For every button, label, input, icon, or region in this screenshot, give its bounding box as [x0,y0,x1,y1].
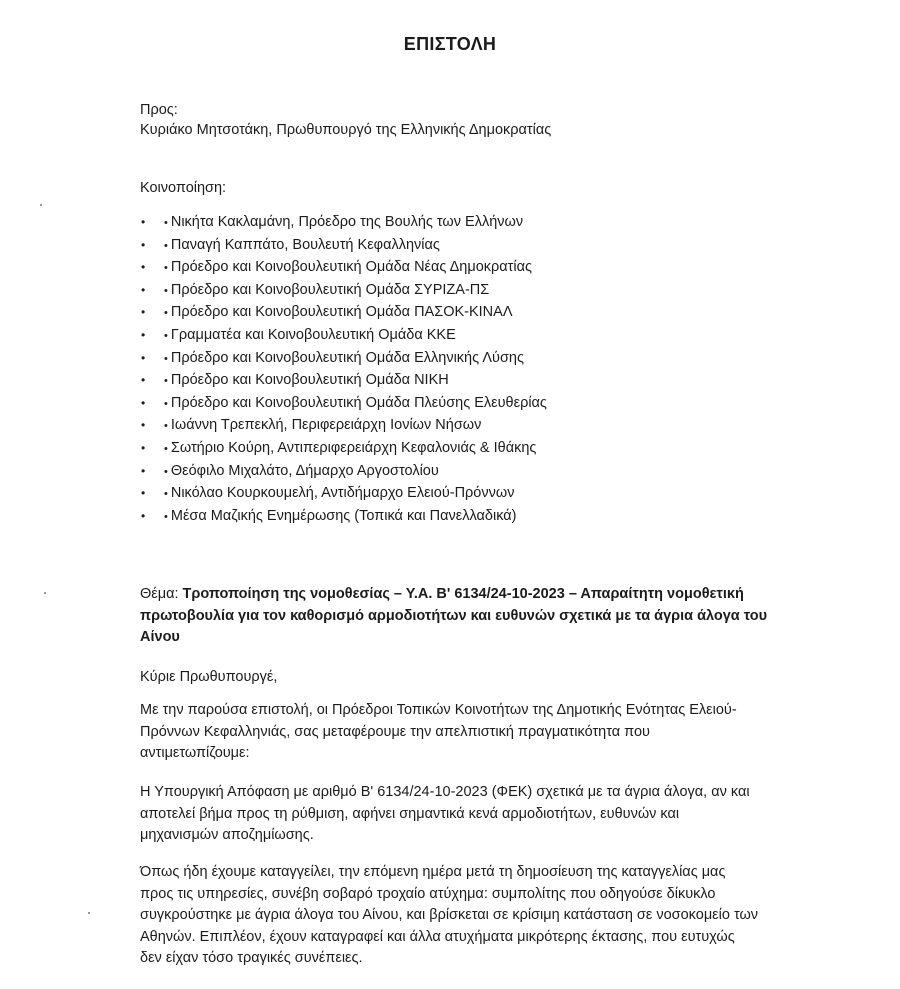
cc-list [140,211,547,527]
cc-item-text: Πρόεδρο και Κοινοβουλευτική Ομάδα Πλεύσης Ελευθερίας [170,394,547,411]
recipient-label: Προς: [140,102,178,118]
cc-list-item [140,256,547,279]
recipient-value: Κυριάκο Μητσοτάκη, Πρωθυπουργό της Ελληνικής Δημοκρατίας [140,122,552,138]
cc-list-item [140,505,547,528]
cc-item-text: Πρόεδρο και Κοινοβουλευτική Ομάδα Νέας Δημοκρατίας [170,259,532,276]
cc-list-item [140,460,547,483]
paragraph-2: Η Υπουργική Απόφαση με αριθμό Β' 6134/24-10-2023 (ΦΕΚ) σχετικά με τα άγρια άλογα, αν και αποτελεί βήμα προς τη ρύθμιση, αφήνει σημαντικά κενά αρμοδιοτήτων, ευθυνών και μηχανισμών αποζημίωσης. [140,784,750,843]
cc-label: Κοινοποίηση: [140,180,227,196]
subject-text: Τροποποίηση της νομοθεσίας – Υ.Α. Β' 6134/24-10-2023 – Απαραίτητη νομοθετική πρωτοβουλία για τον καθορισμό αρμοδιοτήτων και ευθυνών σχετικά με τα άγρια άλογα του Αίνου [140,586,768,645]
cc-item-text: Πρόεδρο και Κοινοβουλευτική Ομάδα ΠΑΣΟΚ-ΚΙΝΑΛ [170,304,513,321]
cc-list-item [140,437,547,460]
scan-speck [88,912,90,914]
scan-speck [44,592,46,594]
bullet-icon: • [141,237,146,252]
inner-bullet: • [164,488,168,501]
bullet-icon: • [141,440,146,455]
cc-list-item [140,414,547,437]
bullet-icon: • [141,282,146,297]
cc-item-text: Νικήτα Κακλαμάνη, Πρόεδρο της Βουλής των Ελλήνων [170,214,524,230]
inner-bullet-icon: • [164,262,168,275]
inner-bullet-icon: • [164,307,168,320]
cc-item-text: Ιωάννη Τρεπεκλή, Περιφερειάρχη Ιονίων Νήσων [170,417,482,434]
cc-item-text: Παναγή Καππάτο, Βουλευτή Κεφαλληνίας [170,236,440,253]
cc-item-text: Μέσα Μαζικής Ενημέρωσης (Τοπικά και Πανελλαδικά) [170,507,517,524]
cc-list-item [140,279,547,302]
bullet-icon: • [141,418,146,433]
cc-item-text: Θεόφιλο Μιχαλάτο, Δήμαρχο Αργοστολίου [170,462,439,479]
inner-bullet: • [164,510,168,523]
cc-item-text: Πρόεδρο και Κοινοβουλευτική Ομάδα ΝΙΚΗ [170,372,449,389]
letter-title: ΕΠΙΣΤΟΛΗ [403,34,497,54]
paragraph-1: Με την παρούσα επιστολή, οι Πρόεδροι Τοπικών Κοινοτήτων της Δημοτικής Ενότητας Ελειού-Πρόννων Κεφαλληνιάς, σας μεταφέρουμε την απελπιστική πραγματικότητα που αντιμετωπίζουμε: [140,702,737,761]
inner-bullet-icon: • [164,352,168,365]
cc-list-item [140,211,547,234]
paragraph-3: Όπως ήδη έχουμε καταγγείλει, την επόμενη ημέρα μετά τη δημοσίευση της καταγγελίας μας προς τις υπηρεσίες, συνέβη σοβαρό τροχαίο ατύχημα: συμπολίτης που οδηγούσε δίκυκλο συγκρούστηκε με άγρια άλογα του Αίνου, και βρίσκεται σε κρίσιμη κατάσταση σε νοσοκομείο των Αθηνών. Επιπλέον, έχουν καταγραφεί και άλλα ατυχήματα μικρότερης έκτασης, που ευτυχώς δεν είχαν τόσο τραγικές συνέπειες. [140,864,759,966]
cc-item-text: Πρόεδρο και Κοινοβουλευτική Ομάδα ΣΥΡΙΖΑ-ΠΣ [170,281,490,298]
inner-bullet: • [164,465,168,478]
cc-list-item [140,482,547,505]
bullet-icon: • [141,463,146,478]
bullet-icon: • [141,373,146,388]
cc-item-text: Γραμματέα και Κοινοβουλευτική Ομάδα ΚΚΕ [170,326,456,343]
inner-bullet-icon: • [164,420,168,433]
subject-label: Θέμα: [140,586,179,602]
inner-bullet-icon: • [164,284,168,297]
cc-item-text: Νικόλαο Κουρκουμελή, Αντιδήμαρχο Ελειού-Πρόννων [170,485,515,502]
scan-speck [40,204,42,206]
cc-list-item [140,301,547,324]
bullet-icon: • [141,215,146,229]
cc-list-item [140,324,547,347]
bullet-icon: • [141,305,146,320]
salutation: Κύριε Πρωθυπουργέ, [140,669,278,685]
bullet-icon: • [141,350,146,365]
inner-bullet-icon: • [164,329,168,342]
cc-item-text: Σωτήριο Κούρη, Αντιπεριφερειάρχη Κεφαλονιάς & Ιθάκης [170,439,537,456]
bullet-icon: • [141,260,146,275]
bullet-icon: • [141,327,146,342]
cc-list-item [140,369,547,392]
inner-bullet-icon: • [164,375,168,388]
bullet-icon: • [141,486,146,501]
subject-block [140,584,770,649]
inner-bullet-icon: • [164,442,168,455]
bullet-icon: • [141,395,146,410]
inner-bullet: • [164,239,168,252]
cc-item-text: Πρόεδρο και Κοινοβουλευτική Ομάδα Ελληνικής Λύσης [170,349,524,366]
cc-list-item [140,347,547,370]
inner-bullet-icon: • [164,397,168,410]
cc-list-item [140,234,547,257]
cc-list-item [140,392,547,415]
inner-bullet: • [164,217,168,229]
bullet-icon: • [141,508,146,523]
